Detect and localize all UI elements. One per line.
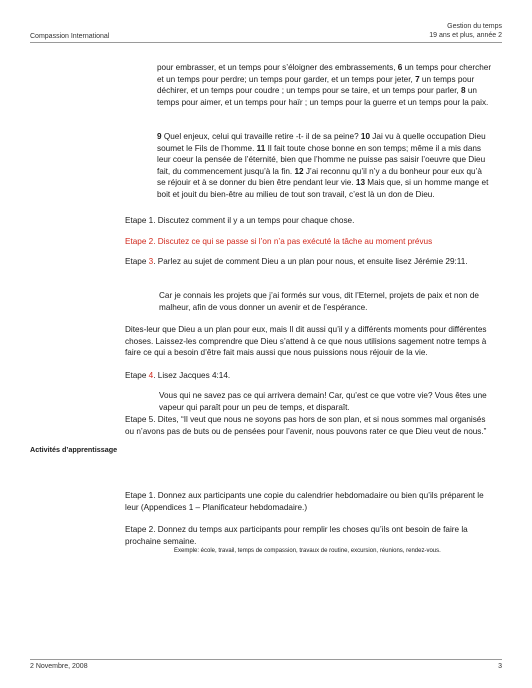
step-1: Etape 1. Discutez comment il y a un temps pour chaque chose. [125,216,355,225]
step-5: Etape 5. Dites, “Il veut que nous ne soyons pas hors de son plan, et si nous sommes mal organisés ou n’avons pas de buts ou de pensées pour l’avenir, nous pouvons rater ce que Dieu veut de nous.” [125,415,487,436]
footer-page-number: 3 [498,663,502,670]
activities-heading: Activités d’apprentissage [30,445,118,454]
header-title: Gestion du temps [447,23,502,30]
page-footer [30,659,502,674]
example-note: Exemple: école, travail, temps de compassion, travaux de routine, excursion, réunions, rendez-vous. [174,548,441,554]
jeremiah-quote: Car je connais les projets que j’ai formés sur vous, dit l’Eternel, projets de paix et non de malheur, afin de vous donner un avenir et de l’espérance. [159,291,479,312]
header-organization: Compassion International [30,33,110,40]
verse-continuation: pour embrasser, et un temps pour s’éloigner des embrassements, 6 un temps pour chercher et un temps pour perdre; un temps pour garder, et un temps pour jeter, 7 un temps pour déchirer, et un temps pour coudre ; un temps pour se taire, et un temps pour parler, 8 un temps pour aimer, et un temps pour haïr ; un temps pour la guerre et un temps pour la paix. [157,63,492,107]
header-subtitle: 19 ans et plus, année 2 [429,31,502,39]
step-4: Etape 4. Lisez Jacques 4:14. [125,371,231,380]
james-quote: Vous qui ne savez pas ce qui arrivera demain! Car, qu’est ce que votre vie? Vous êtes une vapeur qui paraît pour un peu de temps, et disparaît. [159,391,487,412]
verse-block: 9 Quel enjeux, celui qui travaille retire -t- il de sa peine? 10 Jai vu à quelle occupation Dieu soumet le Fils de l’homme. 11 Il fait toute chose bonne en son temps; même il a mis dans leur coeur la pensée de l’éternité, bien que l’homme ne puisse pas saisir l’oeuvre que Dieu fait, du commencement jusqu’à la fin. 12 J’ai reconnu qu’il n’y a du bonheur pour eux qu’à se réjouir et à se donner du bien être pendant leur vie. 13 Mais que, si un homme mange et boit et jouit du bien-être au milieu de tout son travail, c’est là un don de Dieu. [157,132,489,199]
page-header [30,22,502,43]
activity-step-2: Etape 2. Donnez du temps aux participants pour remplir les choses qu’ils ont besoin de faire la prochaine semaine. [125,525,468,546]
footer-date: 2 Novembre, 2008 [30,663,88,670]
step-3: Etape 3. Parlez au sujet de comment Dieu a un plan pour nous, et ensuite lisez Jérémie 29:11. [125,257,468,266]
activity-step-1: Etape 1. Donnez aux participants une copie du calendrier hebdomadaire ou bien qu’ils préparent le leur (Appendices 1 – Planificateur hebdomadaire.) [125,491,484,512]
step-2: Etape 2. Discutez ce qui se passe si l’on n’a pas exécuté la tâche au moment prévus [125,237,433,246]
header-title-block [429,23,502,40]
tell-paragraph: Dites-leur que Dieu a un plan pour eux, mais Il dit aussi qu’il y a différents moments pour différentes choses. Laissez-les comprendre que Dieu s’attend à ce que nous utilisions sagement notre temps à faire ce qui a besoin d’être fait mais aussi que nous puissions nous réjouir de la vie. [125,325,487,357]
